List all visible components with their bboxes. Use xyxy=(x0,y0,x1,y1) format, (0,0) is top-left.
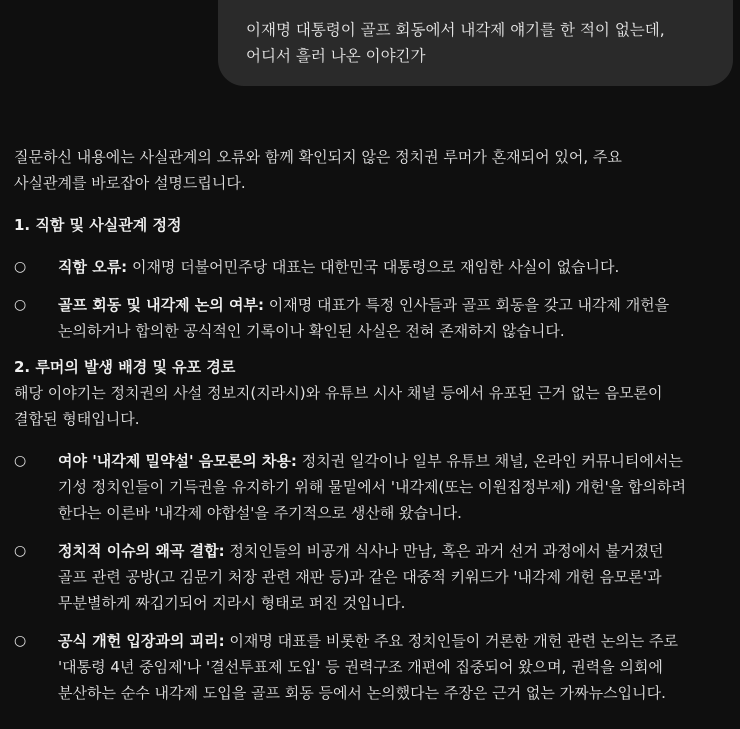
list-item xyxy=(14,448,730,526)
bullet-marker: ○ xyxy=(14,259,27,275)
bullet-text: 논의하거나 합의한 공식적인 기록이나 확인된 사실은 전혀 존재하지 않습니다. xyxy=(58,322,565,340)
bullet-label: 골프 회동 및 내각제 논의 여부: xyxy=(58,296,264,314)
bullet-marker: ○ xyxy=(14,633,27,649)
bullet-label: 여야 '내각제 밀약설' 음모론의 차용: xyxy=(58,452,297,470)
bullet-marker: ○ xyxy=(14,453,27,469)
user-message-bubble xyxy=(218,0,733,86)
bullet-marker: ○ xyxy=(14,543,27,559)
section-intro-line: 해당 이야기는 정치권의 사설 정보지(지라시)와 유튜브 시사 채널 등에서 유포된 근거 없는 음모론이 xyxy=(14,384,663,402)
bullet-label: 정치적 이슈의 왜곡 결합: xyxy=(58,542,225,560)
bullet-label: 공식 개헌 입장과의 괴리: xyxy=(58,632,225,650)
user-message-line: 어디서 흘러 나온 이야긴가 xyxy=(246,47,426,65)
bullet-marker: ○ xyxy=(14,297,27,313)
bullet-text: '대통령 4년 중임제'나 '결선투표제 도입' 등 권력구조 개편에 집중되어 왔으며, 권력을 의회에 xyxy=(58,658,663,676)
section-heading: 1. 직함 및 사실관계 정정 xyxy=(14,216,182,234)
bullet-text: 정치인들의 비공개 식사나 만남, 혹은 과거 선거 과정에서 불거졌던 xyxy=(224,542,664,560)
bullet-text: 이재명 대표가 특정 인사들과 골프 회동을 갖고 내각제 개헌을 xyxy=(264,296,670,314)
response-intro-line: 질문하신 내용에는 사실관계의 오류와 함께 확인되지 않은 정치권 루머가 혼재되어 있어, 주요 xyxy=(14,148,622,166)
bullet-text: 기성 정치인들이 기득권을 유지하기 위해 물밑에서 '내각제(또는 이원집정부제) 개헌'을 합의하려 xyxy=(58,478,686,496)
list-item xyxy=(14,538,730,616)
list-item xyxy=(14,628,730,706)
bullet-text: 한다는 이른바 '내각제 야합설'을 주기적으로 생산해 왔습니다. xyxy=(58,504,462,522)
bullet-text: 이재명 더불어민주당 대표는 대한민국 대통령으로 재임한 사실이 없습니다. xyxy=(127,258,620,276)
section-heading: 2. 루머의 발생 배경 및 유포 경로 xyxy=(14,358,236,376)
response-intro-line: 사실관계를 바로잡아 설명드립니다. xyxy=(14,174,246,192)
user-message-line: 이재명 대통령이 골프 회동에서 내각제 얘기를 한 적이 없는데, xyxy=(246,21,665,39)
bullet-text: 골프 관련 공방(고 김문기 처장 관련 재판 등)과 같은 대중적 키워드가 '내각제 개헌 음모론'과 xyxy=(58,568,662,586)
bullet-text: 이재명 대표를 비롯한 주요 정치인들이 거론한 개헌 관련 논의는 주로 xyxy=(224,632,678,650)
section-intro-line: 결합된 형태입니다. xyxy=(14,410,140,428)
list-item xyxy=(14,292,730,344)
bullet-text: 정치권 일각이나 일부 유튜브 채널, 온라인 커뮤니티에서는 xyxy=(296,452,683,470)
bullet-label: 직함 오류: xyxy=(58,258,128,276)
bullet-text: 무분별하게 짜깁기되어 지라시 형태로 퍼진 것입니다. xyxy=(58,594,406,612)
list-item xyxy=(14,254,730,280)
bullet-text: 분산하는 순수 내각제 도입을 골프 회동 등에서 논의했다는 주장은 근거 없는 가짜뉴스입니다. xyxy=(58,684,666,702)
assistant-response xyxy=(14,144,730,706)
